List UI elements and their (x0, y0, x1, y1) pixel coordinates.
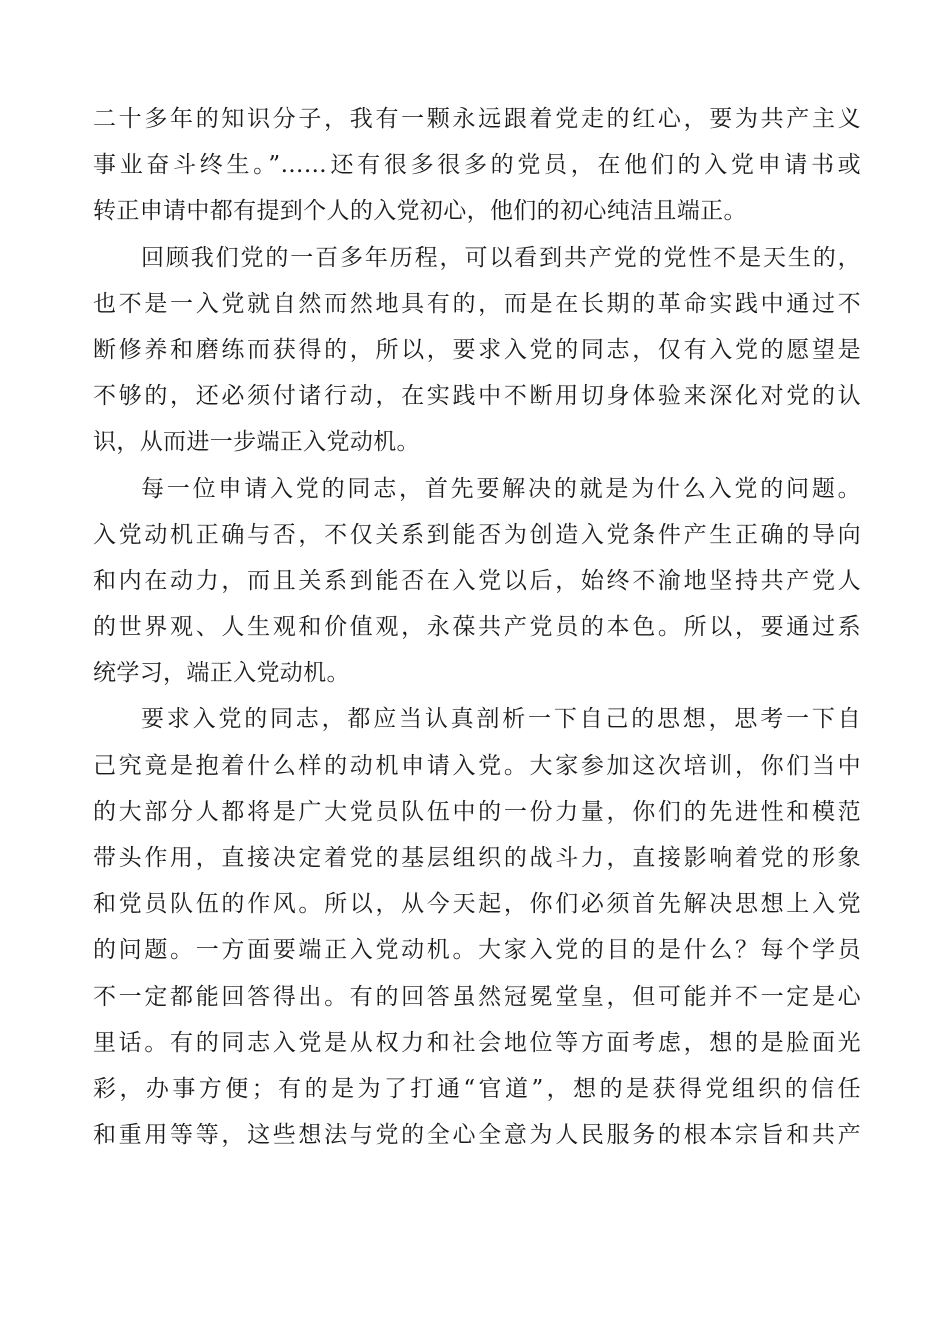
paragraph (93, 96, 861, 235)
text-line: 和党员队伍的作风。所以，从今天起，你们必须首先解决思想上入党 (93, 891, 861, 918)
text-line: 和内在动力，而且关系到能否在入党以后，始终不渝地坚持共产党人 (93, 567, 861, 594)
text-line: 的问题。一方面要端正入党动机。大家入党的目的是什么？每个学员 (93, 937, 861, 964)
text-line: 回顾我们党的一百多年历程，可以看到共产党的党性不是天生的， (141, 244, 861, 271)
text-line: 和重用等等，这些想法与党的全心全意为人民服务的根本宗旨和共产 (93, 1122, 861, 1149)
text-line: 里话。有的同志入党是从权力和社会地位等方面考虑，想的是脸面光 (93, 1029, 861, 1056)
text-line: 彩，办事方便；有的是为了打通“官道”，想的是获得党组织的信任 (93, 1075, 861, 1102)
text-line: 要求入党的同志，都应当认真剖析一下自己的思想，思考一下自 (141, 706, 861, 733)
text-line: 不够的，还必须付诸行动，在实践中不断用切身体验来深化对党的认 (93, 383, 861, 410)
text-line: 入党动机正确与否，不仅关系到能否为创造入党条件产生正确的导向 (93, 521, 861, 548)
text-line: 也不是一入党就自然而然地具有的，而是在长期的革命实践中通过不 (93, 290, 861, 317)
text-line: 二十多年的知识分子，我有一颗永远跟着党走的红心，要为共产主义 (93, 106, 861, 132)
text-line: 带头作用，直接决定着党的基层组织的战斗力，直接影响着党的形象 (93, 845, 861, 871)
text-line: 事业奋斗终生。”……还有很多很多的党员，在他们的入党申请书或 (93, 152, 861, 179)
paragraph (93, 696, 861, 1158)
text-line: 的大部分人都将是广大党员队伍中的一份力量，你们的先进性和模范 (93, 798, 861, 825)
paragraph (93, 466, 861, 697)
text-line: 的世界观、人生观和价值观，永葆共产党员的本色。所以，要通过系 (93, 614, 861, 641)
paragraph (93, 235, 861, 466)
text-line: 识，从而进一步端正入党动机。 (93, 429, 420, 456)
text-line: 己究竟是抱着什么样的动机申请入党。大家参加这次培训，你们当中 (93, 752, 861, 779)
text-line: 每一位申请入党的同志，首先要解决的就是为什么入党的问题。 (141, 475, 861, 502)
text-line: 不一定都能回答得出。有的回答虽然冠冕堂皇，但可能并不一定是心 (93, 983, 861, 1010)
text-line: 转正申请中都有提到个人的入党初心，他们的初心纯洁且端正。 (93, 198, 747, 225)
document-body (93, 96, 861, 1158)
text-line: 断修养和磨练而获得的，所以，要求入党的同志，仅有入党的愿望是 (93, 336, 861, 363)
text-line: 统学习，端正入党动机。 (93, 660, 350, 687)
